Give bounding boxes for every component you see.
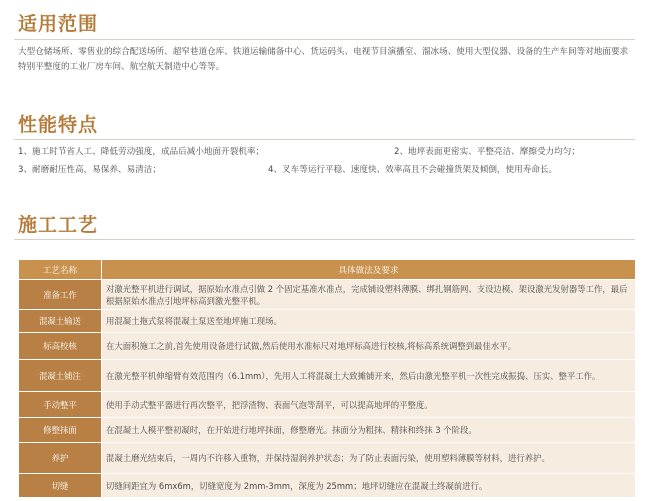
table-header-row — [19, 260, 636, 280]
table-row — [19, 443, 636, 474]
section-title-process: 施工工艺 — [18, 214, 99, 236]
table-row — [19, 333, 636, 360]
feature-item-3: 3、耐磨耐压性高，易保养、易清洁； — [18, 165, 161, 175]
process-divider — [14, 239, 635, 240]
process-name: 手动整平 — [19, 392, 102, 418]
header-process-detail: 具体做法及要求 — [102, 260, 636, 280]
scope-divider — [14, 39, 635, 40]
process-name: 切缝 — [19, 474, 102, 498]
table-row — [19, 280, 636, 310]
process-detail: 在混凝土人模平整初凝时，在开始进行地坪抹面，修整磨光。抹面分为粗抹、精抹和终抹 3 个阶段。 — [102, 418, 636, 443]
process-name: 混凝土输送 — [19, 310, 102, 333]
table-row — [19, 392, 636, 418]
table-row — [19, 418, 636, 443]
feature-item-2: 2、地坪表面更密实、平整亮洁、摩擦受力均匀； — [394, 147, 580, 157]
feature-item-4: 4、叉车等运行平稳、速度快、效率高且不会碰撞货架及倾倒，使用寿命长。 — [268, 165, 558, 175]
table-row — [19, 474, 636, 498]
process-detail: 在大面积施工之前,首先使用设备进行试做,然后使用水准标尺对地坪标高进行校核,将标高系统调整到最佳水平。 — [102, 333, 636, 360]
process-name: 养护 — [19, 443, 102, 474]
scope-text: 大型仓储场所、零售业的综合配送场所、超窄巷道仓库、铁道运输储备中心、货运码头、电视节目演播室、溜冰场、使用大型仪器、设备的生产车间等对地面要求特别平整度的工业厂房车间、航空航天制造中心等等。 — [18, 47, 629, 72]
features-divider — [14, 139, 635, 140]
process-name: 标高校核 — [19, 333, 102, 360]
process-name: 修整抹面 — [19, 418, 102, 443]
process-detail: 切缝间距宜为 6mx6m，切缝宽度为 2mm-3mm，深度为 25mm；地坪切缝应在混凝土终凝前进行。 — [102, 474, 636, 498]
feature-item-1: 1、施工时节省人工、降低劳动强度，成品后减小地面开裂机率； — [18, 147, 265, 157]
table-row — [19, 360, 636, 392]
process-detail: 在激光整平机伸缩臂有效范围内（6.1mm），先用人工将混凝土大致摊铺开来，然后由激光整平机一次性完成振捣、压实、整平工作。 — [102, 360, 636, 392]
table-row — [19, 310, 636, 333]
process-name: 混凝土铺注 — [19, 360, 102, 392]
section-title-scope: 适用范围 — [18, 13, 99, 35]
section-title-features: 性能特点 — [18, 114, 99, 136]
process-detail: 使用手动式整平器进行再次整平，把浮渣物、表面气泡等刮平，可以提高地坪的平整度。 — [102, 392, 636, 418]
process-name: 准备工作 — [19, 280, 102, 310]
process-detail: 对激光整平机进行调试，据原始水准点引做 2 个固定基准水准点，完成铺设塑料薄膜、绑扎钢筋网、支设边模、架设激光发射器等工作，最后根据原始水准点引地坪标高到激光整平机。 — [102, 280, 636, 310]
process-table — [18, 259, 636, 498]
process-detail: 混凝土磨光结束后，一周内不许移入重物，并保持湿润养护状态；为了防止表面污染，使用塑料薄膜等材料，进行养护。 — [102, 443, 636, 474]
process-detail: 用混凝土拖式泵将混凝土泵送至地坪施工现场。 — [102, 310, 636, 333]
header-process-name: 工艺名称 — [19, 260, 102, 280]
